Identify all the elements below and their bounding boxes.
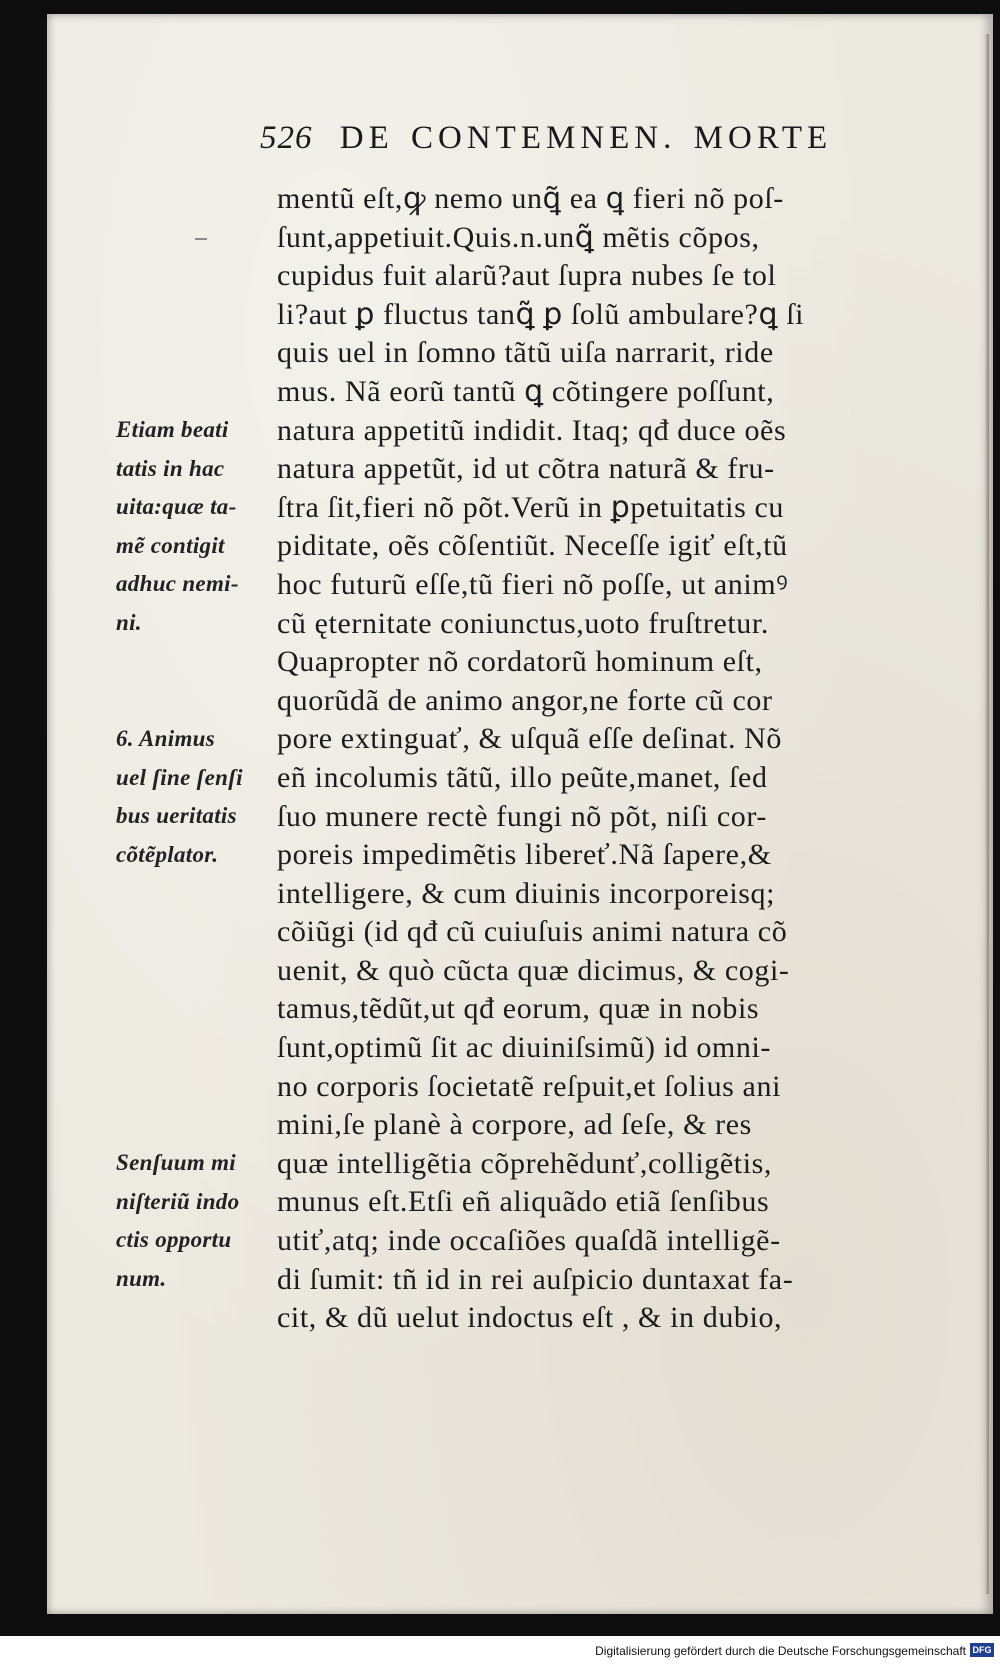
- text-line: natura appetitũ indidit. Itaq; qđ duce oẽs: [277, 413, 787, 447]
- margin-note-line: Senſuum mi: [116, 1150, 236, 1175]
- text-line: ſuo munere rectè fungi nõ põt, niſi cor-: [277, 799, 767, 833]
- margin-note-line: ni.: [116, 609, 142, 635]
- text-line: intelligere, & cum diuinis incorporeisq;: [277, 876, 776, 910]
- margin-note-line: tatis in hac: [116, 455, 225, 481]
- text-line: cõiũgi (id qđ cũ cuiuſuis animi natura cõ: [277, 915, 788, 949]
- body-text: [277, 180, 897, 1338]
- footer-credit: Digitalisierung gefördert durch die Deutsche Forschungsgemeinschaft: [595, 1644, 966, 1658]
- text-line: quis uel in ſomno tãtũ uiſa narrarit, ride: [277, 336, 774, 370]
- text-line: piditate, oẽs cõſentiũt. Neceſſe igiť eſt,tũ: [277, 529, 788, 563]
- text-line: hoc futurũ eſſe,tũ fieri nõ poſſe, ut animꝰ: [277, 567, 789, 601]
- text-line: ſunt,optimũ ſit ac diuiniſsimũ) id omni-: [277, 1031, 771, 1065]
- text-line: cũ ęternitate coniunctus,uoto fruſtretur.: [277, 606, 769, 640]
- text-line: ſtra ſit,fieri nõ põt.Verũ in ꝑpetuitatis cu: [277, 490, 785, 524]
- page-number: 526: [260, 120, 313, 156]
- margin-note-line: uel ſine ſenſi: [116, 764, 243, 790]
- text-line: ſunt,appetiuit.Quis.n.unꝗ̃ mẽtis cõpos,: [277, 220, 760, 254]
- text-line: cupidus fuit alarũ?aut ſupra nubes ſe tol: [277, 259, 777, 293]
- text-line: eñ incolumis tãtũ, illo peũte,manet, ſed: [277, 760, 768, 794]
- text-line: Quapropter nõ cordatorũ hominum eſt,: [277, 645, 763, 679]
- text-line: uenit, & quò cũcta quæ dicimus, & cogi-: [277, 953, 790, 987]
- margin-note-line: mẽ contigit: [116, 532, 225, 558]
- text-line: mini,ſe planè à corpore, ad ſeſe, & res: [277, 1108, 752, 1142]
- text-line: quorũdã de animo angor,ne forte cũ cor: [277, 683, 773, 717]
- page-edge: [985, 34, 989, 1594]
- margin-note-line: uita:quæ ta-: [116, 494, 237, 520]
- text-line: quæ intelligẽtia cõprehẽdunť,colligẽtis,: [277, 1146, 773, 1180]
- running-title: DE CONTEMNEN. MORTE: [339, 120, 833, 156]
- margin-note-line: ctis opportu: [116, 1227, 232, 1253]
- margin-dash-mark: [195, 238, 207, 240]
- margin-note-line: niſteriũ indo: [116, 1188, 240, 1214]
- text-line: munus eſt.Etſi eñ aliquãdo etiã ſenſibus: [277, 1185, 770, 1219]
- text-line: utiť,atq; inde occaſiões quaſdã intelligẽ-: [277, 1224, 781, 1258]
- running-head: [260, 120, 900, 170]
- text-line: cit, & dũ uelut indoctus eſt , & in dubio,: [277, 1301, 783, 1335]
- text-line: tamus,tẽdũt,ut qđ eorum, quæ in nobis: [277, 992, 760, 1026]
- margin-note-line: bus ueritatis: [116, 803, 237, 829]
- margin-note-beatitudo: [116, 411, 276, 643]
- margin-note-line: num.: [116, 1265, 167, 1291]
- text-line: poreis impedimẽtis libereť.Nã ſapere,&: [277, 838, 772, 872]
- text-line: no corporis ſocietatẽ reſpuit,et ſolius ani: [277, 1069, 781, 1103]
- margin-note-line: adhuc nemi-: [116, 571, 239, 597]
- text-line: natura appetũt, id ut cõtra naturã & fru-: [277, 452, 775, 486]
- margin-note-line: 6. Animus: [116, 726, 216, 751]
- text-line: mus. Nã eorũ tantũ ꝗ cõtingere poſſunt,: [277, 374, 775, 408]
- margin-note-line: cõtẽplator.: [116, 841, 219, 867]
- margin-note-sensuum: [116, 1144, 276, 1298]
- margin-note-line: Etiam beati: [116, 417, 229, 442]
- text-line: pore extinguať, & uſquã eſſe deſinat. Nõ: [277, 722, 783, 756]
- text-line: di ſumit: tñ id in rei auſpicio duntaxat fa-: [277, 1262, 794, 1296]
- text-line: li?aut ꝑ fluctus tanꝗ̃ ꝑ ſolũ ambulare?ꝗ ſi: [277, 297, 805, 331]
- dfg-logo: DFG: [970, 1643, 994, 1657]
- margin-note-animus: [116, 720, 276, 874]
- text-line: mentũ eſt,ꝙ nemo unꝗ̃ ea ꝗ fieri nõ poſ-: [277, 182, 784, 215]
